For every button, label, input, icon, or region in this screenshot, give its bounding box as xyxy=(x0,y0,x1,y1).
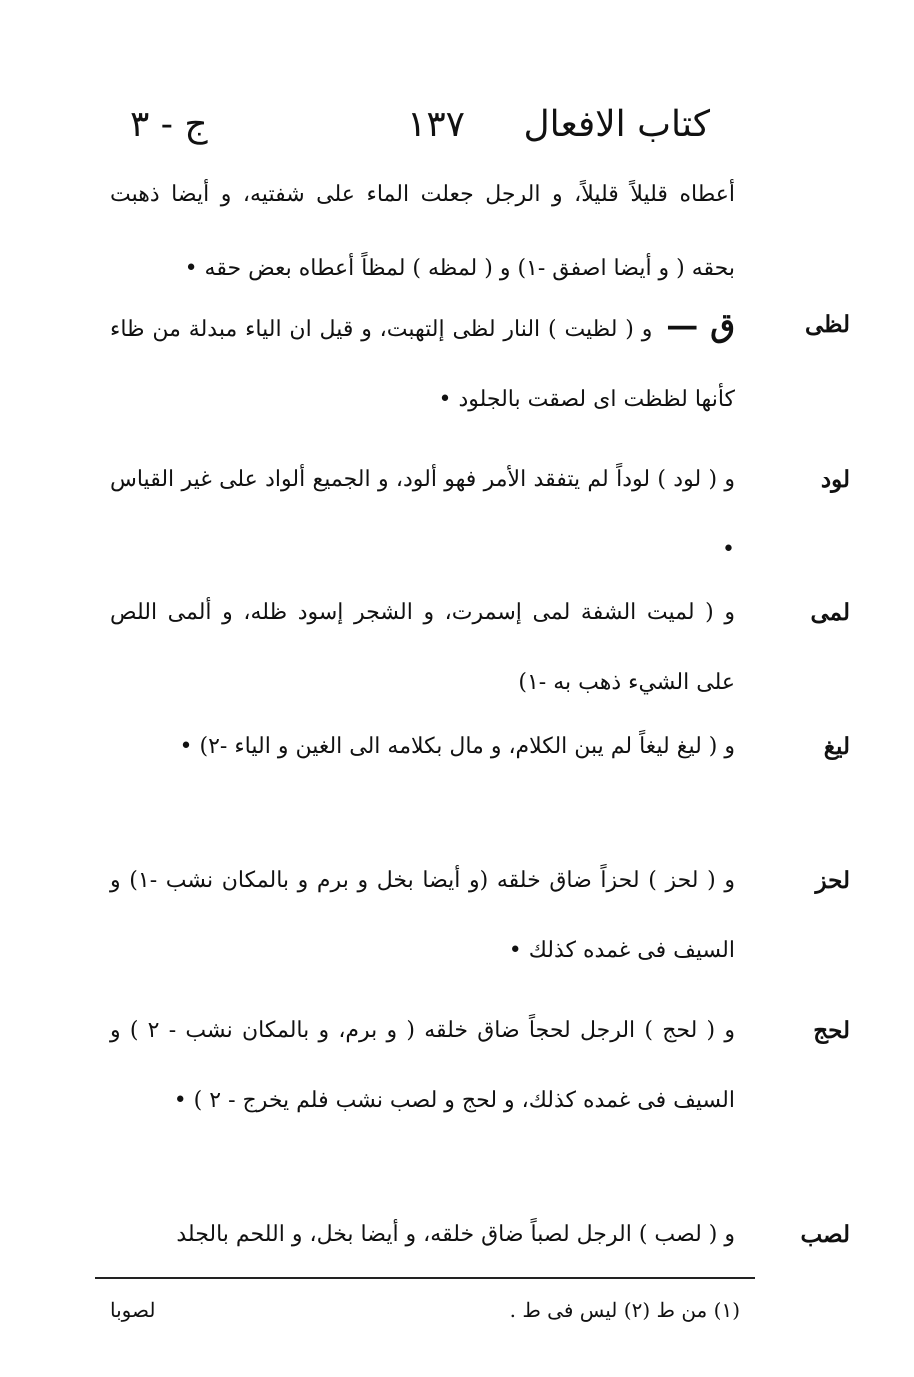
entry-text: و ( لحج ) الرجل لحجاً ضاق خلقه ( و برم، و بالمكان نشب - ٢ ) و السيف فى غمده كذلك، و لحج و لصب نشب فلم يخرج - ٢ ) • xyxy=(110,1018,735,1113)
entry-headword: لظى xyxy=(804,311,850,338)
footnote-divider xyxy=(95,1277,755,1279)
entry-headword: لصب xyxy=(800,1221,850,1248)
entry-text: و ( ليغ ليغاً لم يبن الكلام، و مال بكلامه الى الغين و الياء -٢) • xyxy=(179,734,735,759)
catchword: لصوبا xyxy=(110,1298,156,1322)
volume-label: ج - ٣ xyxy=(130,104,208,145)
entry-headword: لود xyxy=(820,466,850,493)
entry-headword: لحز xyxy=(815,867,850,894)
entry-body xyxy=(110,290,735,435)
entry-headword: لحج xyxy=(813,1017,850,1044)
entry-headword: ليغ xyxy=(823,733,850,760)
book-title: كتاب الافعال xyxy=(523,104,710,145)
entry-text: و ( لميت الشفة لمى إسمرت، و الشجر إسود ظله، و ألمى اللص على الشيء ذهب به -١) xyxy=(110,600,735,695)
entry-headword: لمى xyxy=(810,599,850,626)
footnote: (١) من ط (٢) ليس فى ط . xyxy=(509,1298,740,1322)
entry-marker: ق — xyxy=(666,306,736,344)
entry-text: و ( لحز ) لحزاً ضاق خلقه (و أيضا بخل و برم و بالمكان نشب -١) و السيف فى غمده كذلك • xyxy=(110,868,735,963)
page-header xyxy=(110,95,710,155)
page-number: ١٣٧ xyxy=(406,104,465,145)
entry-text: و ( لظيت ) النار لظى إلتهبت، و قيل ان الياء مبدلة من ظاء كأنها لظظت اى لصقت بالجلود • xyxy=(110,317,735,412)
intro-paragraph: أعطاه قليلاً قليلاً، و الرجل جعلت الماء على شفتيه، و أيضا ذهبت بحقه ( و أيضا اصفق -١) و ( لمظه ) لمظاً أعطاه بعض حقه • xyxy=(110,182,735,281)
entry-text: و ( لصب ) الرجل لصباً ضاق خلقه، و أيضا بخل، و اللحم بالجلد xyxy=(176,1222,735,1247)
entry-text: و ( لود ) لوداً لم يتفقد الأمر فهو ألود، و الجميع ألواد على غير القياس • xyxy=(110,467,735,562)
